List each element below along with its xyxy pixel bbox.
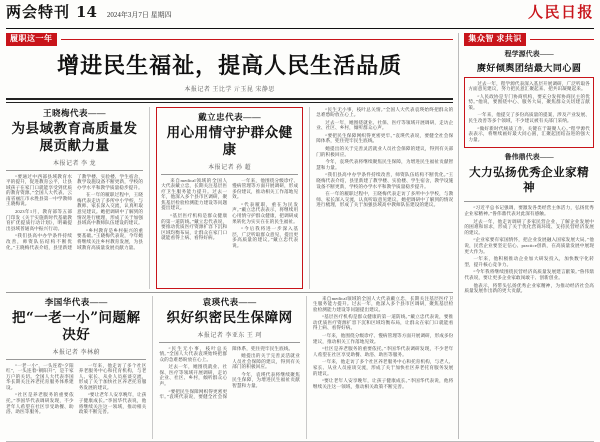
column-separator: [306, 296, 307, 440]
lead-flag-row: [6, 33, 453, 46]
publication-date: 2024年3月7日 星期四: [106, 11, 172, 19]
paragraph: “今后我将进一步深入基层，广泛听取群众意见，提出更多高质量的建议。”戴立忠代表说。: [232, 226, 299, 249]
paragraph: “社区是养老服务的重要依托。”李国华代表调研发现，不少老年人希望在社区享受助餐、助浴、助医等服务。: [6, 392, 74, 415]
paragraph: “基层医疗机构是群众健康的第一道防线。”戴立忠代表说，要推动优质医疗资源扩容下沉和区域均衡布局，让群众在家门口就能看得上病、看得好病。: [161, 213, 228, 241]
divider-mid: [6, 292, 453, 293]
paragraph: 一年来，他走访了多个社区养老服务中心和托育机构，与老人、家长、从业人员座谈交流，形成了关于加快社区养老托育服务发展的建议。: [312, 359, 454, 376]
right-rail: [458, 33, 594, 439]
article-band-top: [6, 107, 453, 289]
paragraph: “一老一小”，一头连着“夕阳红”，一头连着“朝阳升”，是千家万户的关切。全国人大代表李国华长期关注养老托育服务体系建设。: [6, 362, 74, 390]
article-kicker: 李国华代表——: [44, 296, 108, 307]
rail-item-title: 大力弘扬优秀企业家精神: [469, 165, 590, 195]
article-headline: 把“一老一小”问题解决好: [11, 309, 141, 343]
rail-item-kicker: 程学源代表——: [504, 49, 554, 58]
article-headline: 为县域教育高质量发展贡献力量: [11, 120, 138, 154]
paragraph: “要让老年人安享晚年，让孩子健康成长。”李国华代表说，他将继续关注这一领域，推动相关政策不断完善。: [312, 378, 454, 389]
rail-item-kicker: 鲁伟鼎代表——: [504, 153, 554, 162]
rail-item-body: [464, 205, 594, 439]
divider: [6, 359, 146, 360]
column-separator: [309, 107, 310, 289]
paragraph: 2023年1月，教育部等五部门印发《关于实施新时代基础教育扩优提质行动计划》，明确提出县域普通高中振兴行动。: [6, 209, 73, 231]
article-headline: 用心用情守护群众健康: [166, 124, 293, 158]
paragraph: “我们县高中办学条件持续改善，师资队伍结构不断优化。”王晓梅代表介绍，县里新建了教学楼、实验楼、学生宿舍，教学设施设备不断更新，学校的办学水平和教学质量稳步提升。: [316, 172, 454, 189]
article-kicker: 戴立忠代表——: [198, 111, 262, 122]
article-body: [159, 346, 299, 400]
article-headline: 织好织密民生保障网: [166, 309, 293, 326]
divider: [464, 201, 594, 202]
column-separator: [152, 296, 153, 440]
lead-section-flag: 履职这一年: [6, 33, 57, 46]
article-wang-xiaomei: [6, 107, 143, 289]
article-kicker: 王晓梅代表——: [43, 107, 107, 118]
paragraph: 在一年的履职过程中，王晓梅代表走访了多所中小学校，与教师、家长深入交流，认真听取意见建议。她把调研中了解到的情况进行梳理，形成了关于加强县域高中教师队伍建设的建议。: [316, 191, 454, 208]
article-body: [313, 296, 453, 392]
paragraph: 一年来，他积极推动企业加大研发投入，加快数字化转型，提升核心竞争力。: [464, 256, 594, 267]
paragraph: 一年来，他围绕分级诊疗、慢病管理等方面开展调研，形成多份建议，推动相关工作落地见效。: [312, 333, 454, 344]
paragraph: “今年我将继续围绕民营经济高质量发展建言献策。”鲁伟鼎代表说，要让更多企业家敢闯敢干、创新创业。: [464, 269, 594, 280]
paragraph: “做好新时代统战工作，关键在于凝聚人心。”程学源代表表示，将继续画好最大同心圆，汇聚起团结奋进的强大力量。: [468, 125, 590, 142]
article-kicker: 袁瑛代表——: [202, 296, 257, 307]
article-top-right-filler: [316, 107, 453, 289]
rail-item-title: 赓好倾舆团结最大同心圆: [476, 63, 582, 74]
article-byline: 本报记者 李 龙: [53, 160, 97, 167]
paragraph: “我们县高中办学条件持续改善，师资队伍结构不断优化。”王晓梅代表介绍，县里新建了教学楼、实验楼、学生宿舍，教学设施设备不断更新，学校的办学水平和教学质量稳步提升。: [6, 173, 144, 250]
paragraph: 过去一年，她围绕就业、社保、医疗等领域开展调研，走访企业、社区、乡村，倾听群众心声。: [159, 364, 228, 387]
divider: [161, 174, 298, 175]
newspaper-logo: 人民日报: [527, 3, 594, 21]
divider: [159, 342, 299, 343]
paragraph: 过去一年，他走访调研了多家民营企业，了解企业发展中的困难和诉求，形成了关于优化营商环境、支持民营经济发展的建议。: [464, 218, 594, 235]
paragraph: 来自medical领域的全国人大代表戴立忠，长期关注基层医疗卫生服务能力提升。过去一年，他深入多个县市区调研，聚焦基层检验检测能力建设等问题提出建议。: [312, 295, 454, 312]
article-byline: 本报记者 孙 超: [208, 164, 252, 171]
masthead-left: [6, 4, 172, 23]
paragraph: 一年来，他走访了多个社区养老服务中心和托育机构，与老人、家长、从业人员座谈交流，形成了关于加快社区养老托育服务发展的建议。: [78, 362, 147, 390]
main-column: [6, 33, 453, 439]
page-number: 14: [76, 3, 97, 21]
paragraph: “人民政协是专门协商机构，要充分发挥协商民主的优势。”他说，要围绕中心、服务大局，聚焦群众关切建言献策。: [468, 93, 590, 110]
paragraph: 她提出的关于完善灵活就业人员社会保障的建议，得到有关部门的积极回应。: [232, 353, 300, 370]
section-title: 两会特刊: [6, 3, 71, 21]
paragraph: 一年来，他围绕分级诊疗、慢病管理等方面开展调研，形成多份建议，推动相关工作落地见效。: [232, 177, 299, 200]
paragraph: 一年来，他提交了多份高质量的提案，涉及产业发展、民生改善等多个领域，不少建议被有关部门采纳。: [468, 112, 590, 124]
rail-flag-row: [464, 33, 594, 46]
paragraph: 他表示，将带头弘扬优秀企业家精神，为推动经济社会高质量发展作出新的更大贡献。: [464, 282, 594, 294]
article-band-bottom: [6, 296, 453, 440]
divider-double: [6, 98, 453, 103]
paragraph: 来自medical领域的全国人大代表戴立忠，长期关注基层医疗卫生服务能力提升。过去一年，他深入多个县市区调研，聚焦基层检验检测能力建设等问题提出建议。: [161, 177, 228, 211]
lead-byline: 本报记者 王比学 亓玉昆 宋静思: [184, 86, 275, 93]
column-separator: [149, 107, 150, 289]
paragraph: “习近平总书记强调，要激发各类经营主体活力，弘扬优秀企业家精神。”鲁伟鼎代表对此深有感触。: [464, 205, 594, 217]
flag-rule: [61, 39, 454, 40]
paragraph: “民生无小事，枝叶总关情。”全国人大代表袁瑛始终把群众的急难愁盼放在心上。: [316, 106, 454, 118]
divider: [6, 170, 143, 171]
article-dai-lizhong: [156, 107, 303, 289]
paragraph: “代表履职，重在为民发声。”戴立忠代表表示，将继续用心用情守护群众健康，把调研成果转化为实实在在的民生福祉。: [232, 201, 299, 224]
article-byline: 本报记者 李林蔚: [52, 349, 100, 356]
page-body: [6, 33, 594, 439]
paragraph: “乡村教育是乡村振兴的重要基础。”王晓梅代表说，今年她将继续关注乡村教育发展，为县域教育高质量发展贡献力量。: [77, 227, 144, 250]
article-body: [6, 363, 146, 417]
paragraph: “要通过中西部县域教育水平的提升，促进教育公平，让县域孩子在家门口就能享受到优质的教育资源。”全国人大代表、云南省丽江市永胜县第一中学教师王晓梅说。: [6, 173, 73, 207]
article-body: [161, 178, 298, 249]
paragraph: “基层医疗机构是群众健康的第一道防线。”戴立忠代表说，要推动优质医疗资源扩容下沉和区域均衡布局，让群众在家门口就能看得上病、看得好病。: [312, 314, 454, 331]
paragraph: “要把民生保障网织得更密更牢。”袁瑛代表说，要健全社会保障体系，兜住兜牢民生底线。: [316, 132, 454, 144]
article-li-guohua: [6, 296, 146, 440]
article-bottom-right-filler: [313, 296, 453, 440]
rail-item-box: [464, 77, 594, 149]
paragraph: 今年，袁瑛代表将继续聚焦民生保障，为增进民生福祉贡献智慧和力量。: [316, 159, 454, 170]
lead-headline: 增进民生福祉，提高人民生活品质: [57, 52, 403, 79]
paragraph: “企业家要有家国情怀，把企业发展融入国家发展大局。”他说，民营企业要坚定信心、practice创新，在高质量发展中展现更大作为。: [464, 237, 594, 254]
flag-rule: [530, 39, 594, 40]
article-byline: 本报记者 李亚东 王 珂: [197, 332, 262, 339]
paragraph: 过去一年，她围绕就业、社保、医疗等领域开展调研，走访企业、社区、乡村，倾听群众心声。: [316, 119, 454, 131]
paragraph: 今年，袁瑛代表将继续聚焦民生保障，为增进民生福祉贡献智慧和力量。: [232, 371, 300, 389]
paragraph: 过去一年，程学源代表深入基层开展调研，广泛听取各方面意见建议，努力把民意汇聚起来、把共识凝聚起来。: [468, 80, 590, 92]
rail-section-flag: 集众智 求共识: [464, 33, 526, 46]
paragraph: 她提出的关于完善灵活就业人员社会保障的建议，得到有关部门的积极回应。: [316, 146, 454, 157]
paragraph: “要把民生保障网织得更密更牢。”袁瑛代表说，要健全社会保障体系，兜住兜牢民生底线。: [159, 345, 294, 400]
article-body: [6, 174, 143, 252]
article-body: [316, 107, 453, 211]
paragraph: “民生无小事，枝叶总关情。”全国人大代表袁瑛始终把群众的急难愁盼放在心上。: [159, 345, 228, 362]
rail-item-body: [468, 81, 590, 145]
paragraph: 在一年的履职过程中，王晓梅代表走访了多所中小学校，与教师、家长深入交流，认真听取意见建议。她把调研中了解到的情况进行梳理，形成了关于加强县域高中教师队伍建设的建议。: [77, 192, 144, 226]
paragraph: “社区是养老服务的重要依托。”李国华代表调研发现，不少老年人希望在社区享受助餐、助浴、助医等服务。: [312, 346, 454, 357]
masthead: [6, 4, 594, 29]
paragraph: “要让老年人安享晚年，让孩子健康成长。”李国华代表说，他将继续关注这一领域，推动相关政策不断完善。: [78, 392, 147, 415]
article-yuan-ying: [159, 296, 299, 440]
